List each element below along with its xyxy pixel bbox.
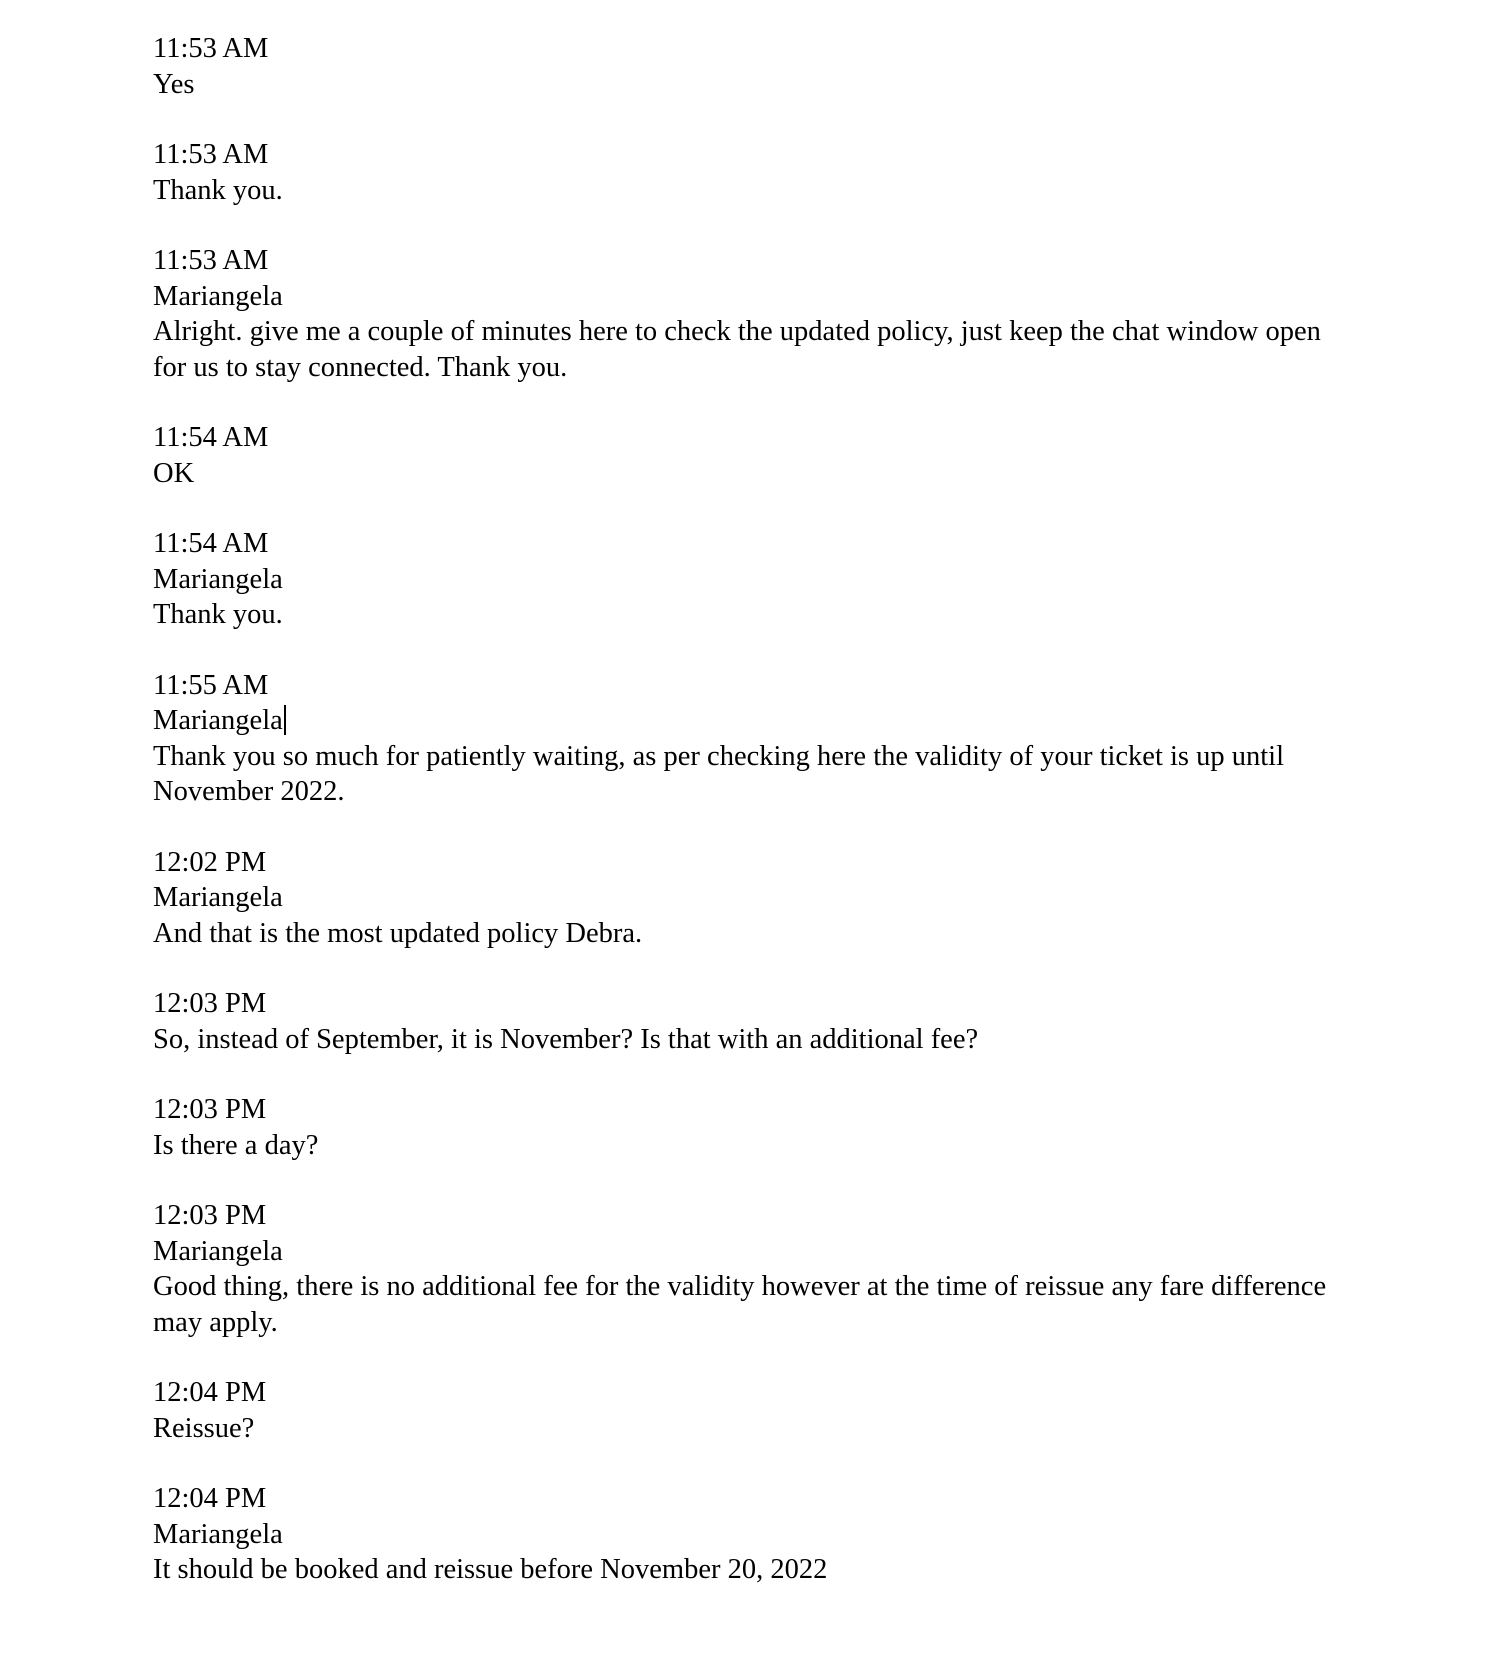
message-entry (153, 1092, 1353, 1163)
message-text: Yes (153, 68, 195, 100)
message-sender: Mariangela (153, 280, 283, 312)
message-time: 11:53 AM (153, 33, 269, 64)
message-time: 12:03 PM (153, 1200, 267, 1231)
message-time: 11:55 AM (153, 669, 269, 701)
message-time: 12:04 PM (153, 1377, 267, 1408)
message-text: Is there a day? (153, 1129, 319, 1161)
message-time: 12:04 PM (153, 1483, 267, 1514)
message-entry (153, 845, 1353, 952)
message-entry (153, 668, 1353, 810)
message-text: Thank you. (153, 599, 283, 630)
message-text: Good thing, there is no additional fee for the validity however at the time of reissue any fare difference may apply. (153, 1271, 1327, 1338)
message-text: And that is the most updated policy Debra. (153, 917, 643, 949)
message-sender: Mariangela (153, 705, 283, 736)
message-time: 12:03 PM (153, 1094, 267, 1125)
message-time: 12:03 PM (153, 988, 267, 1019)
message-entry (153, 1481, 1353, 1588)
message-entry (153, 526, 1353, 633)
message-time: 11:54 AM (153, 528, 269, 559)
message-sender: Mariangela (153, 1518, 283, 1550)
message-sender: Mariangela (153, 1235, 283, 1267)
message-sender: Mariangela (153, 882, 283, 913)
chat-transcript-document[interactable] (153, 31, 1353, 1623)
message-text: Alright. give me a couple of minutes here to check the updated policy, just keep the chat window open for us to stay connected. Thank you. (153, 316, 1321, 383)
message-text: Reissue? (153, 1412, 255, 1444)
message-sender-with-caret[interactable] (153, 703, 1353, 739)
message-time: 11:54 AM (153, 422, 269, 453)
message-entry (153, 31, 1353, 102)
text-cursor (284, 705, 286, 735)
message-text: It should be booked and reissue before November 20, 2022 (153, 1554, 828, 1585)
message-text: Thank you so much for patiently waiting, as per checking here the validity of your ticket is up until November 2022. (153, 740, 1285, 807)
message-entry (153, 986, 1353, 1057)
message-time: 11:53 AM (153, 139, 269, 170)
message-sender: Mariangela (153, 563, 283, 595)
message-text: So, instead of September, it is November? Is that with an additional fee? (153, 1023, 979, 1055)
message-entry (153, 1198, 1353, 1340)
message-entry (153, 137, 1353, 208)
message-entry (153, 1375, 1353, 1446)
message-text: OK (153, 457, 195, 489)
message-time: 11:53 AM (153, 245, 269, 276)
message-time: 12:02 PM (153, 846, 267, 878)
message-entry (153, 420, 1353, 491)
message-entry (153, 243, 1353, 385)
message-text: Thank you. (153, 174, 283, 206)
